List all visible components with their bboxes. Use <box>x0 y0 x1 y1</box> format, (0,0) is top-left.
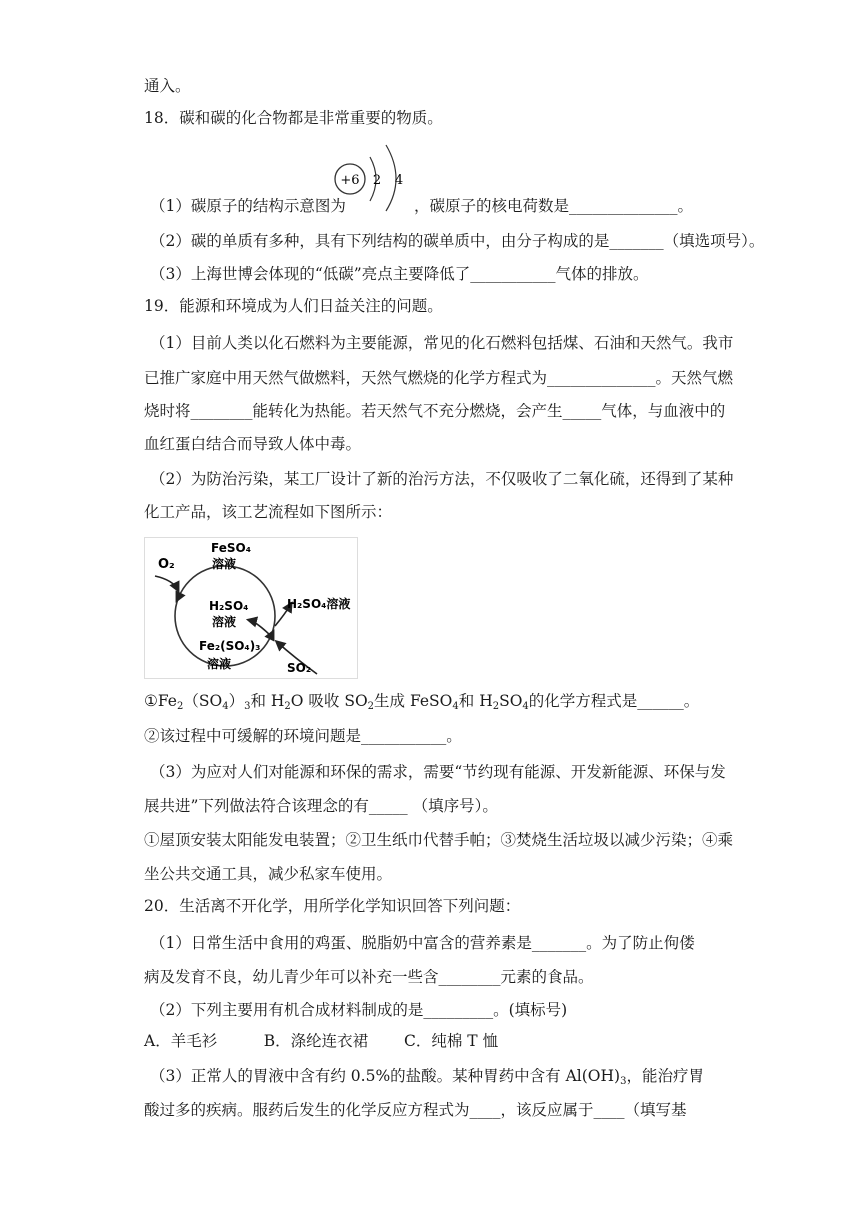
fe2so43-label: Fe₂(SO₄)₃ <box>199 639 261 653</box>
text-fragment: （1）碳原子的结构示意图为 <box>150 197 346 215</box>
text-line: ①屋顶安装太阳能发电装置；②卫生纸巾代替手帕；③焚烧生活垃圾以减少污染；④乘 <box>144 831 734 849</box>
h2so4-label: H₂SO₄ <box>209 599 249 613</box>
o2-label: O₂ <box>158 557 175 572</box>
text-line: 通入。 <box>144 77 191 95</box>
text-line: ②该过程中可缓解的环境问题是___________。 <box>144 727 462 745</box>
text-line: $①Fe_2(SO_4)_3$和 $H_2O$ 吸收 $SO_2$生成 FeSO$_4$和 $H_2SO_4$的化学方程式是______。 <box>144 692 700 712</box>
text-line: （1）日常生活中食用的鸡蛋、脱脂奶中富含的营养素是_______。为了防止佝偻 <box>150 934 695 952</box>
nucleus-charge: +6 <box>340 173 360 188</box>
options-line: A．羊毛衫 B．涤纶连衣裙 C．纯棉 T 恤 <box>144 1032 499 1050</box>
text-line: （1）目前人类以化石燃料为主要能源，常见的化石燃料包括煤、石油和天然气。我市 <box>150 334 734 352</box>
text-line: （2）碳的单质有多种，具有下列结构的碳单质中，由分子构成的是_______（填选项号）。 <box>150 232 765 250</box>
fe2so43-solution-label: 溶液 <box>207 657 232 671</box>
text-line: （3）为应对人们对能源和环保的需求，需要“节约现有能源、开发新能源、环保与发 <box>150 763 726 781</box>
text-line <box>150 196 346 216</box>
feso4-solution-label: 溶液 <box>212 557 237 571</box>
shell1-electrons: 2 <box>372 173 382 188</box>
shell2-electrons: 4 <box>394 173 404 188</box>
text-line: （2）为防治污染，某工厂设计了新的治污方法，不仅吸收了二氧化硫，还得到了某种 <box>150 470 734 488</box>
process-flow-diagram <box>144 537 358 679</box>
text-line: ，碳原子的核电荷数是______________。 <box>414 197 694 215</box>
text-line: 已推广家庭中用天然气做燃料，天然气燃烧的化学方程式为______________。天然气燃 <box>144 369 734 387</box>
h2so4-solution-label: 溶液 <box>212 615 237 629</box>
h2so4-product-label: H₂SO₄溶液 <box>287 597 351 611</box>
text-line: 展共进”下列做法符合该理念的有_____ （填序号）。 <box>144 797 498 815</box>
so2-label: SO₂ <box>287 661 312 675</box>
carbon-atom-diagram <box>332 143 412 213</box>
text-line: 化工产品，该工艺流程如下图所示： <box>144 503 393 521</box>
text-line: 酸过多的疾病。服药后发生的化学反应方程式为____，该反应属于____（填写基 <box>144 1101 687 1119</box>
text-line: 血红蛋白结合而导致人体中毒。 <box>144 435 362 453</box>
h2so4-arrow <box>249 620 273 638</box>
question-19-title: 19．能源和环境成为人们日益关注的问题。 <box>144 297 443 315</box>
text-line: 烧时将________能转化为热能。若天然气不充分燃烧，会产生_____气体，与血液中的 <box>144 402 726 420</box>
text-line: 坐公共交通工具，减少私家车使用。 <box>144 865 393 883</box>
text-line: （2）下列主要用有机合成材料制成的是_________。(填标号) <box>150 1001 568 1019</box>
text-line: （3）上海世博会体现的“低碳”亮点主要降低了___________气体的排放。 <box>150 265 649 283</box>
question-18-title: 18．碳和碳的化合物都是非常重要的物质。 <box>144 109 443 127</box>
text-line: （3）正常人的胃液中含有约 0.5%的盐酸。某种胃药中含有 $Al(OH)_3$，能治疗胃 <box>150 1067 704 1087</box>
text-line: 病及发育不良，幼儿青少年可以补充一些含________元素的食品。 <box>144 968 594 986</box>
feso4-label: FeSO₄ <box>211 541 251 555</box>
question-20-title: 20．生活离不开化学，用所学化学知识回答下列问题： <box>144 897 521 915</box>
o2-arrow <box>155 576 178 590</box>
